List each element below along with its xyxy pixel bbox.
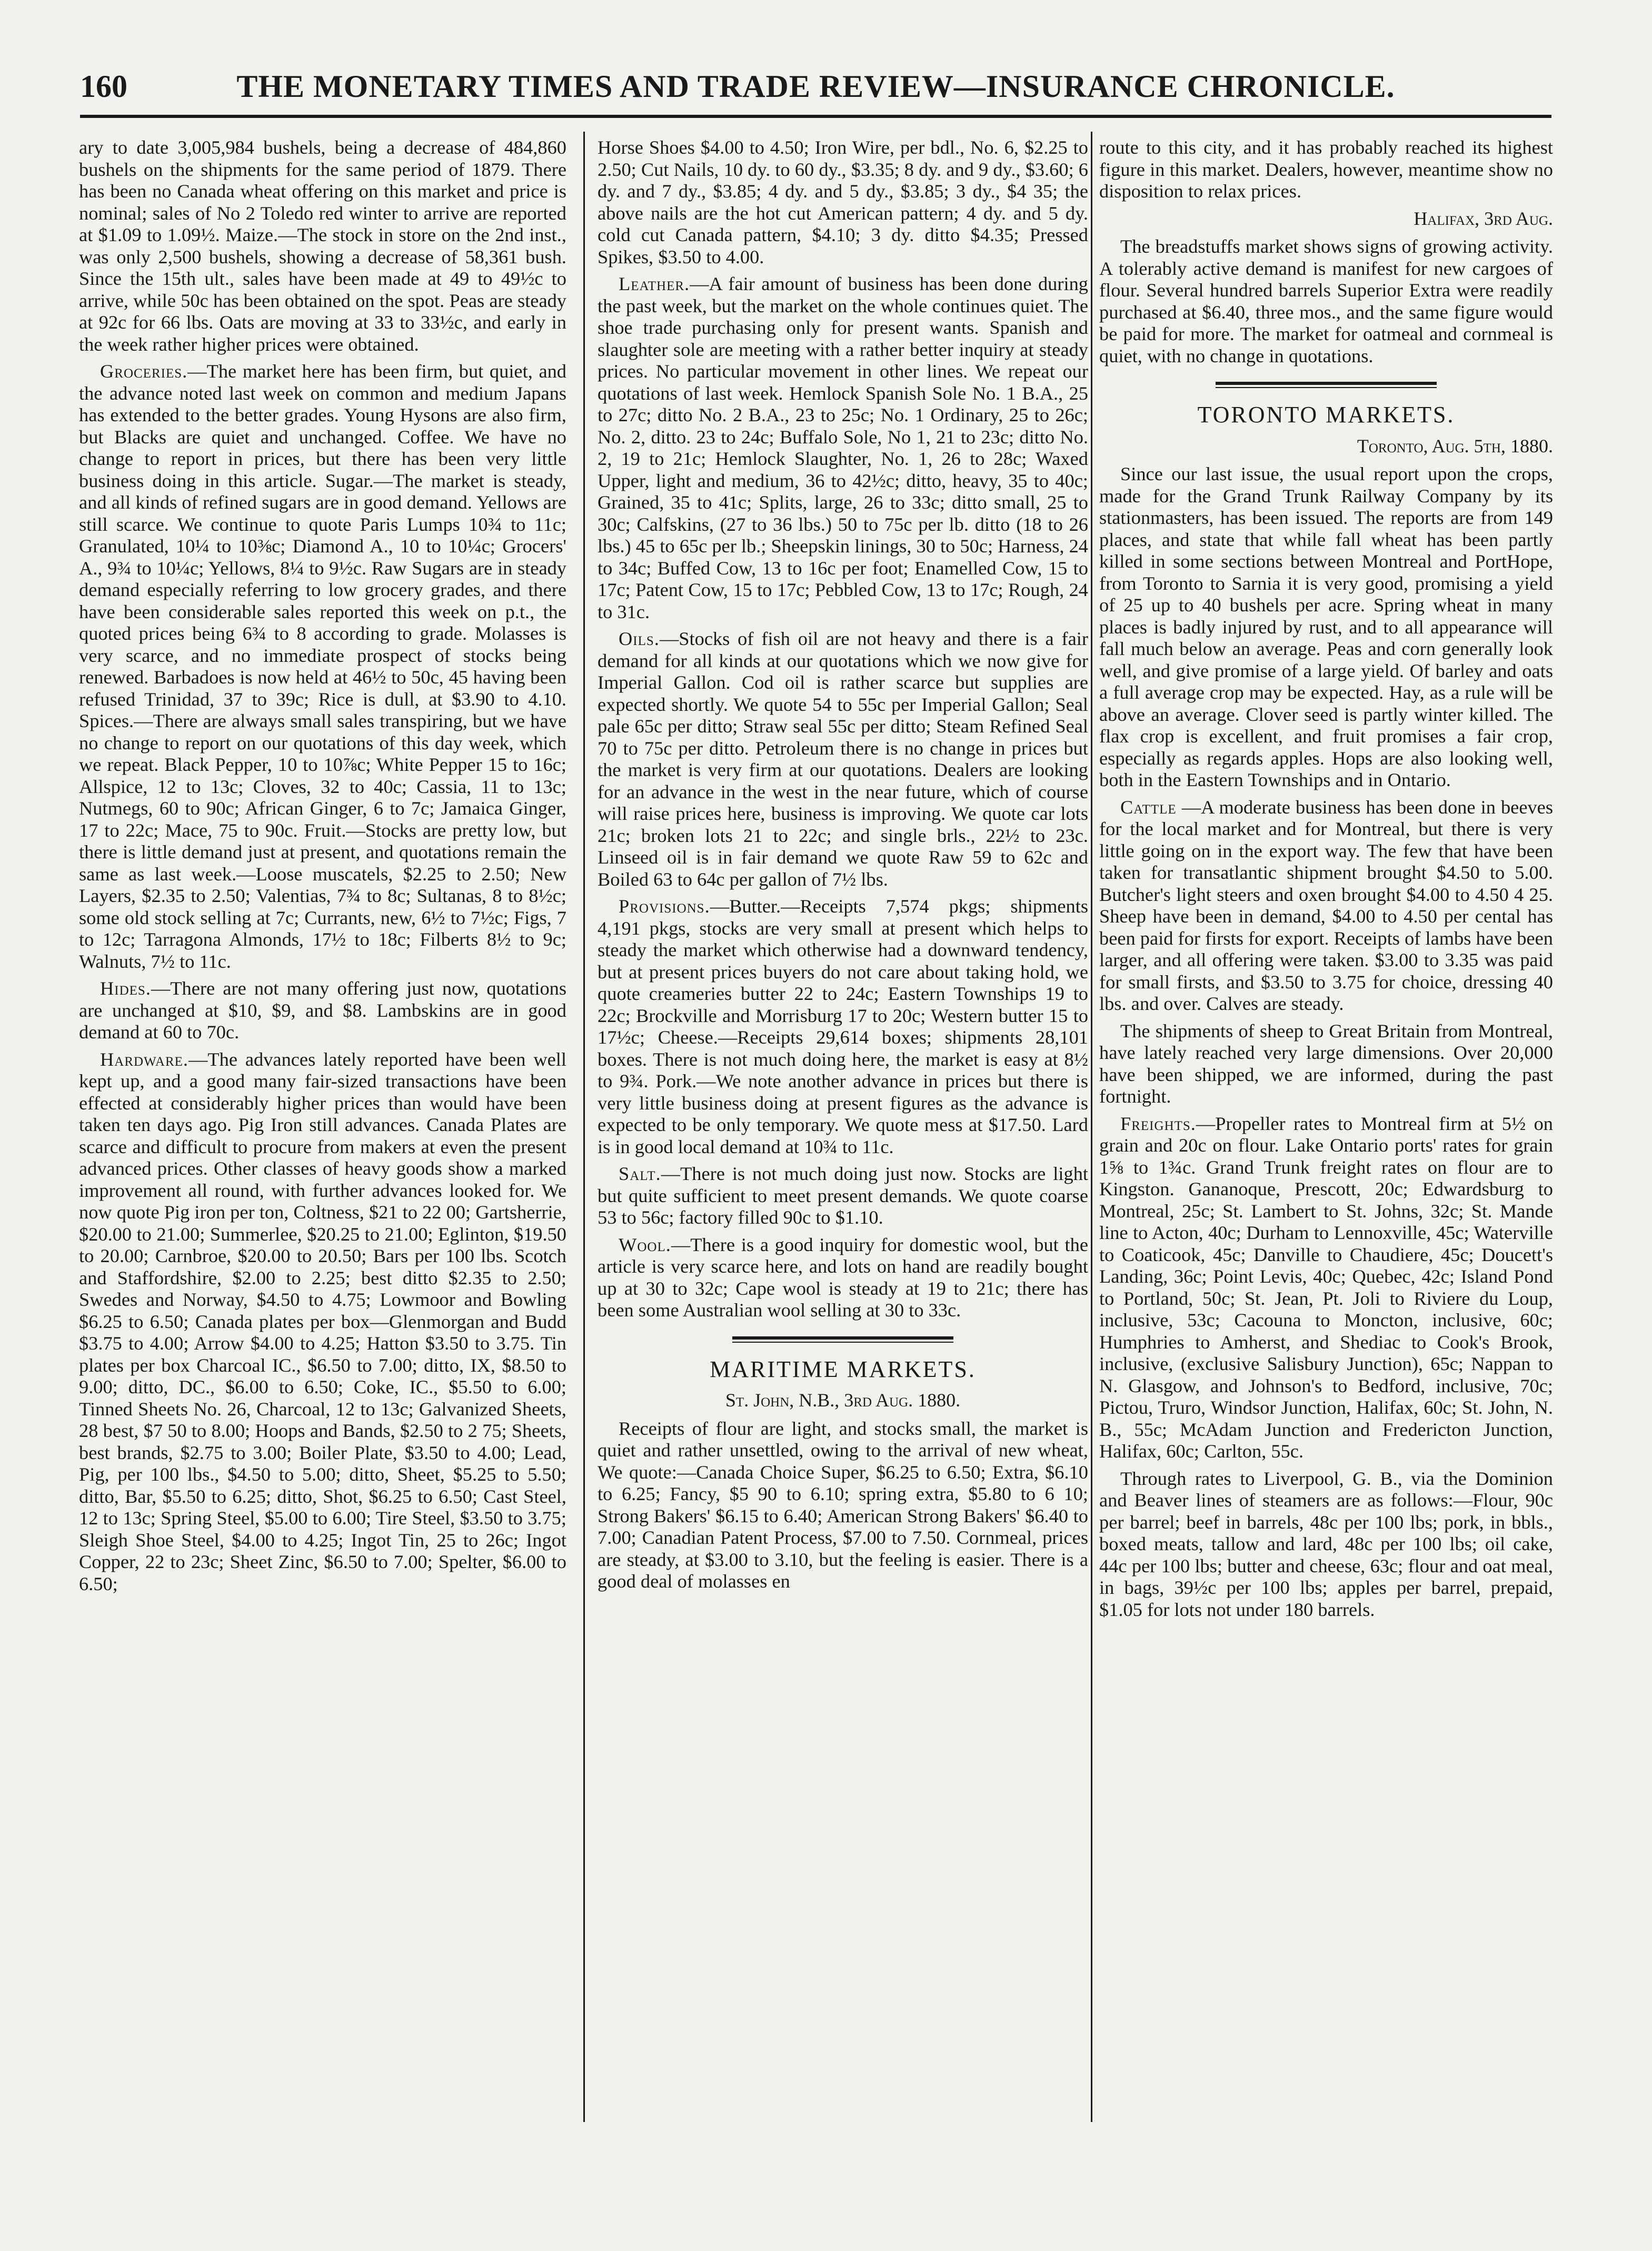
hardware-text: —The advances lately reported have been well kept up, and a good many fair-sized transactions have been effected at considerably higher prices than would have been taken ten days ago. Pig Iron still advances. Canada Plates are scarce and difficult to procure from makers at even the present advanced prices. Other classes of heavy goods show a marked improvement all round, with further advances looked for. We now quote Pig iron per ton, Coltness, $21 to 22 00; Gartsherrie, $20.00 to 21.00; Summerlee, $20.25 to 21.00; Eglinton, $19.50 to 20.00; Carnbroe, $20.00 to 20.50; Bars per 100 lbs. Scotch and Staffordshire, $2.00 to 2.25; best ditto $2.35 to 2.50; Swedes and Norway, $4.50 to 4.75; Lowmoor and Bowling $6.25 to 6.50; Canada plates per box—Glenmorgan and Budd $3.75 to 4.00; Arrow $4.00 to 4.25; Hatton $3.50 to 3.75. Tin plates per box Charcoal IC., $6.50 to 7.00; ditto, IX, $8.50 to 9.00; ditto, DC., $6.00 to 6.50; Coke, IC., $5.50 to 6.00; Tinned Sheets No. 26, Charcoal, 12 to 13c; Galvanized Sheets, 28 best, $7 50 to 8.00; Hoops and Bands, $2.50 to 2 75; Sheets, best brands, $2.75 to 3.00; Boiler Plate, $3.50 to 4.00; Lead, Pig, per 100 lbs., $4.50 to 5.00; ditto, Sheet, $5.25 to 5.50; ditto, Bar, $5.50 to 6.25; ditto, Shot, $6.25 to 6.50; Cast Steel, 12 to 13c; Spring Steel, $5.00 to 6.00; Tire Steel, $3.50 to 3.75; Sleigh Shoe Steel, $4.00 to 4.25; Ingot Tin, 25 to 26c; Ingot Copper, 22 to 23c; Sheet Zinc, $6.50 to 7.00; Spelter, $6.00 to 6.50; (79, 1048, 566, 1594)
paragraph-groceries (79, 361, 566, 973)
paragraph-hides (79, 978, 566, 1044)
groceries-text: —The market here has been firm, but quiet, and the advance noted last week on common and medium Japans has extended to the better grades. Young Hysons are also firm, but Blacks are quiet and unchanged. Coffee. We have no change to report in prices, but there has been very little business doing in this article. Sugar.—The market is steady, and all kinds of refined sugars are in good demand. Yellows are still scarce. We continue to quote Paris Lumps 10¾ to 11c; Granulated, 10¼ to 10⅜c; Diamond A., 10 to 10¼c; Grocers' A., 9¾ to 10¼c; Yellows, 8¼ to 9½c. Raw Sugars are in steady demand especially referring to low grocery grades, and there have been considerable sales reported this week on p.t., the quoted prices being 6¾ to 8 according to grade. Molasses is very scarce, and no immediate prospect of stocks being renewed. Barbadoes is now held at 46½ to 50c, 45 having been refused Trinidad, 37 to 39c; Rice is dull, at $3.90 to 4.10. Spices.—There are always small sales transpiring, but we have no change to report on our quotations of this day week, which we repeat. Black Pepper, 10 to 10⅞c; White Pepper 15 to 16c; Allspice, 12 to 13c; Cloves, 32 to 40c; Cassia, 11 to 13c; Nutmegs, 60 to 90c; African Ginger, 6 to 7c; Jamaica Ginger, 17 to 22c; Mace, 75 to 90c. Fruit.—Stocks are pretty low, but there is little demand just at present, and quotations remain the same as last week.—Loose muscatels, $2.25 to 2.50; New Layers, $2.35 to 2.50; Valentias, 7¾ to 8c; Sultanas, 8 to 8½c; some old stock selling at 7c; Currants, new, 6½ to 7½c; Figs, 7 to 12c; Tarragona Almonds, 17½ to 18c; Filberts 8½ to 9c; Walnuts, 7½ to 11c. (79, 361, 566, 972)
column-3 (1099, 137, 1553, 1626)
salt-text: —There is not much doing just now. Stocks are light but quite sufficient to meet present demands. We quote coarse 53 to 56c; factory filled 90c to $1.10. (598, 1163, 1088, 1228)
toronto-dateline: Toronto, Aug. 5th, 1880. (1357, 435, 1553, 457)
paragraph-leather (598, 273, 1088, 623)
section-head-salt: Salt. (619, 1163, 661, 1184)
wool-text: —There is a good inquiry for domestic wool, but the article is very scarce here, and lots on hand are readily bought up at 30 to 32c; Cape wool is steady at 19 to 21c; there has been some Australian wool selling at 30 to 33c. (598, 1234, 1088, 1321)
oils-text: —Stocks of fish oil are not heavy and there is a fair demand for all kinds at our quotations which we now give for Imperial Gallon. Cod oil is rather scarce but supplies are expected shortly. We quote 54 to 55c per Imperial Gallon; Seal pale 65c per ditto; Straw seal 55c per ditto; Steam Refined Seal 70 to 75c per ditto. Petroleum there is no change in prices but the market is very firm at our quotations. Dealers are looking for an advance in the west in the near future, which of course will raise prices here, business is improving. We quote car lots 21c; broken lots 21 to 22c; and single brls., 22½ to 23c. Linseed oil is in fair demand we quote Raw 59 to 62c and Boiled 63 to 64c per gallon of 7½ lbs. (598, 628, 1088, 890)
section-head-groceries: Groceries. (100, 361, 188, 382)
section-divider (1216, 382, 1437, 388)
page-header (80, 68, 1551, 112)
paragraph-toronto: Since our last issue, the usual report upon the crops, made for the Grand Trunk Railway Company by its stationmasters, has been issued. The reports are from 149 places, and state that while fall wheat has been partly killed in some sections between Montreal and PortHope, from Toronto to Sarnia it is very good, promising a yield of 25 up to 40 bushels per acre. Spring wheat in many places is badly injured by rust, and to all appearance will fall much below an average. Peas and corn generally look well, and give promise of a large yield. Of barley and oats a full average crop may be expected. Hay, as a rule will be above an average. Clover seed is partly winter killed. The flax crop is excellent, and fruit promises a fair crop, especially as regards apples. Hops are also looking well, both in the Eastern Townships and in Ontario. (1099, 463, 1553, 790)
paragraph-grain: ary to date 3,005,984 bushels, being a decrease of 484,860 bushels on the shipments for the same period of 1879. There has been no Canada wheat offering on this market and price is nominal; sales of No 2 Toledo red winter to arrive are reported at $1.09 to 1.09½. Maize.—The stock in store on the 2nd inst., was only 2,500 bushels, showing a decrease of 58,361 bush. Since the 15th ult., sales have been made at 49 to 49½c to arrive, while 50c has been obtained on the spot. Peas are steady at 92c for 66 lbs. Oats are moving at 33 to 33½c, and early in the week rather higher prices were obtained. (79, 137, 566, 355)
cattle-text: —A moderate business has been done in beeves for the local market and for Montreal, but there is very little going on in the export way. The few that have been taken for transatlantic shipment brought $4.50 to 5.00. Butcher's light steers and oxen brought $4.00 to 4.50 4 25. Sheep have been in demand, $4.00 to 4.50 per cental has been paid for firsts for export. Receipts of lambs have been larger, and all offering were taken. $3.00 to 3.35 was paid for small firsts, and $3.50 to 3.75 for choice, dressing 40 lbs. and over. Calves are steady. (1099, 796, 1553, 1014)
section-head-hides: Hides. (100, 978, 151, 999)
running-head: THE MONETARY TIMES AND TRADE REVIEW—INSURANCE CHRONICLE. (236, 69, 1395, 104)
column-rule (583, 132, 585, 2122)
section-head-hardware: Hardware. (100, 1048, 188, 1070)
provisions-text: —Butter.—Receipts 7,574 pkgs; shipments 4,191 pkgs, stocks are very small at present which helps to steady the market which otherwise had a downward tendency, but at present prices buyers do not care about taking hold, we quote creameries butter 22 to 24c; Eastern Townships 19 to 22c; Brockville and Morrisburg 17 to 20c; Western butter 15 to 17½c; Cheese.—Receipts 29,614 boxes; shipments 28,101 boxes. There is not much doing here, the market is easy at 8½ to 9¾. Pork.—We note another advance in prices but there is very little business doing at present figures as the advance is expected to be only temporary. We quote mess at $17.50. Lard is in good local demand at 10¾ to 11c. (598, 896, 1088, 1157)
section-head-freights: Freights. (1120, 1113, 1196, 1134)
paragraph-halifax: The breadstuffs market shows signs of growing activity. A tolerably active demand is manifest for new cargoes of flour. Several hundred barrels Superior Extra were readily purchased at $6.40, three mos., and the same figure would be paid for more. The market for oatmeal and cornmeal is quiet, with no change in quotations. (1099, 236, 1553, 366)
paragraph-hardware-cont: Horse Shoes $4.00 to 4.50; Iron Wire, per bdl., No. 6, $2.25 to 2.50; Cut Nails, 10 dy. to 60 dy., $3.35; 8 dy. and 9 dy., $3.60; 6 dy. and 7 dy., $3.85; 4 dy. and 5 dy., $3.85; 3 dy., $4 35; the above nails are the hot cut American pattern; 4 dy. and 5 dy. cold cut Canada pattern, $4.10; 3 dy. ditto $4.35; Pressed Spikes, $3.50 to 4.00. (598, 137, 1088, 267)
section-head-cattle: Cattle (1120, 796, 1177, 818)
section-head-oils: Oils. (619, 628, 660, 649)
paragraph-cattle (1099, 797, 1553, 1015)
column-rule (1091, 132, 1092, 2122)
hides-text: —There are not many offering just now, quotations are unchanged at $10, $9, and $8. Lambskins are in good demand at 60 to 70c. (79, 978, 566, 1043)
column-1 (79, 137, 566, 1600)
page-number: 160 (80, 69, 127, 104)
leather-text: —A fair amount of business has been done during the past week, but the market on the whole continues quiet. The shoe trade purchasing only for present wants. Spanish and slaughter sole are meeting with a rather better inquiry at steady prices. No particular movement in other lines. We repeat our quotations of last week. Hemlock Spanish Sole No. 1 B.A., 25 to 27c; ditto No. 2 B.A., 23 to 25c; No. 1 Ordinary, 25 to 26c; No. 2, ditto. 23 to 24c; Buffalo Sole, No 1, 21 to 23c; ditto No. 2, 19 to 21c; Hemlock Slaughter, No. 1, 26 to 28c; Waxed Upper, light and medium, 36 to 42½c; ditto, heavy, 35 to 40c; Grained, 35 to 41c; Splits, large, 26 to 33c; ditto small, 25 to 30c; Calfskins, (27 to 36 lbs.) 50 to 75c per lb. ditto (18 to 26 lbs.) 45 to 65c per lb.; Sheepskin linings, 30 to 50c; Harness, 24 to 34c; Buffed Cow, 13 to 16c per foot; Enamelled Cow, 15 to 17c; Patent Cow, 15 to 17c; Pebbled Cow, 13 to 17c; Rough, 24 to 31c. (598, 273, 1088, 622)
paragraph-st-john-cont: route to this city, and it has probably reached its highest figure in this market. Dealers, however, meantime show no disposition to relax prices. (1099, 137, 1553, 202)
toronto-markets-title: TORONTO MARKETS. (1197, 402, 1455, 428)
section-head-wool: Wool. (619, 1234, 671, 1255)
maritime-dateline: St. John, N.B., 3rd Aug. 1880. (725, 1390, 961, 1411)
paragraph-salt (598, 1163, 1088, 1229)
halifax-dateline: Halifax, 3rd Aug. (1414, 207, 1553, 229)
section-head-leather: Leather. (619, 273, 690, 294)
paragraph-hardware (79, 1049, 566, 1595)
paragraph-maritime: Receipts of flour are light, and stocks small, the market is quiet and rather unsettled, owing to the arrival of new wheat, We quote:—Canada Choice Super, $6.25 to 6.50; Extra, $6.10 to 6.25; Fancy, $5 90 to 6.10; spring extra, $5.80 to 6 10; Strong Bakers' $6.15 to 6.40; American Strong Bakers' $6.40 to 7.00; Canadian Patent Process, $7.00 to 7.50. Cornmeal, prices are steady, at $3.00 to 3.10, but the feeling is easier. There is a good deal of molasses en (598, 1417, 1088, 1592)
paragraph-sheep: The shipments of sheep to Great Britain from Montreal, have lately reached very large dimensions. Over 20,000 have been shipped, we are informed, during the past fortnight. (1099, 1020, 1553, 1107)
freights-text: —Propeller rates to Montreal firm at 5½ on grain and 20c on flour. Lake Ontario ports' rates for grain 1⅝ to 1¾c. Grand Trunk freight rates on flour are to Kingston. Gananoque, Prescott, 20c; Edwardsburg to Montreal, 25c; St. Lambert to St. Johns, 32c; St. Mande line to Acton, 40c; Durham to Lennoxville, 45c; Waterville to Coaticook, 45c; Danville to Chaudiere, 45c; Doucett's Landing, 36c; Point Levis, 40c; Quebec, 42c; Island Pond to Portland, 50c; St. Jean, Pt. Joli to Riviere du Loup, inclusive, 53c; Cacouna to Moncton, inclusive, 60c; Humphries to Amherst, and Shediac to Cook's Brook, inclusive, (exclusive Salisbury Junction), 65c; Nappan to N. Glasgow, and Johnson's to Bedford, inclusive, 70c; Pictou, Truro, Windsor Junction, Halifax, 60c; St. John, N. B., 55c; McAdam Junction and Fredericton Junction, Halifax, 60c; Carlton, 55c. (1099, 1113, 1553, 1462)
paragraph-provisions (598, 896, 1088, 1158)
section-divider (732, 1336, 953, 1343)
paragraph-freights (1099, 1113, 1553, 1463)
header-rule (80, 115, 1551, 118)
paragraph-liverpool: Through rates to Liverpool, G. B., via the Dominion and Beaver lines of steamers are as follows:—Flour, 90c per barrel; beef in barrels, 48c per 100 lbs; pork, in bbls., boxed meats, tallow and lard, 48c per 100 lbs; oil cake, 44c per 100 lbs; butter and cheese, 63c; flour and oat meal, in bags, 39½c per 100 lbs; apples per barrel, prepaid, $1.05 for lots not under 180 barrels. (1099, 1467, 1553, 1620)
maritime-markets-title: MARITIME MARKETS. (710, 1356, 976, 1382)
section-head-provisions: Provisions. (619, 896, 710, 917)
paragraph-oils (598, 628, 1088, 890)
column-2 (598, 137, 1088, 1598)
paragraph-wool (598, 1234, 1088, 1322)
